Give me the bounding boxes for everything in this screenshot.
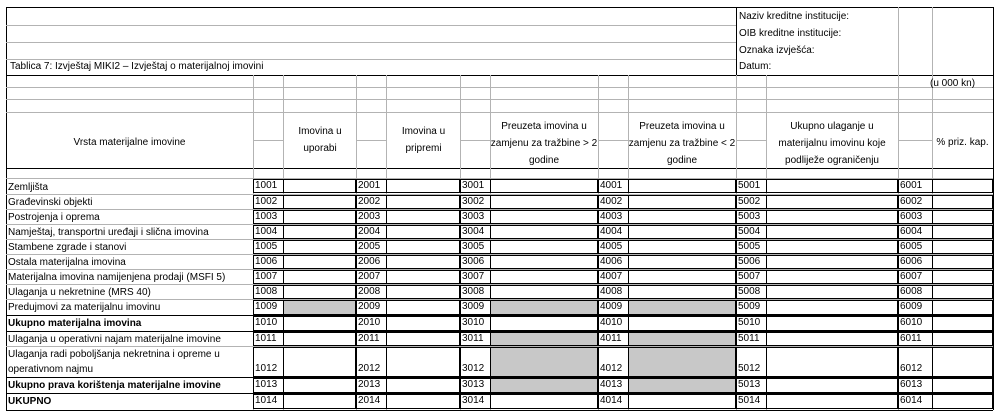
row-code: 1001 [255, 180, 278, 191]
row-code: 6011 [900, 333, 922, 344]
row-code: 3007 [462, 271, 485, 282]
row-code: 2008 [358, 286, 381, 297]
row-code: 5013 [738, 379, 761, 390]
row-code: 5006 [738, 256, 761, 267]
row-code: 5001 [738, 180, 761, 191]
row-code: 4001 [600, 180, 623, 191]
value-input-cell[interactable] [283, 378, 356, 393]
row-code: 2001 [358, 180, 381, 191]
row-code: 1014 [255, 395, 278, 406]
report-code-field: Oznaka izvješća: [739, 45, 815, 56]
row-code: 2012 [358, 363, 381, 374]
row-code: 6010 [900, 317, 923, 328]
value-input-cell[interactable] [386, 285, 460, 299]
value-input-cell[interactable] [283, 195, 356, 209]
row-label-total-right-of-use: Ukupno prava korištenja materijalne imovine [8, 380, 221, 391]
row-code: 2010 [358, 317, 381, 328]
row-code: 3001 [462, 180, 485, 191]
row-code: 4002 [600, 196, 623, 207]
row-code: 3008 [462, 286, 485, 297]
row-label-residential: Stambene zgrade i stanovi [8, 242, 127, 253]
row-code: 2005 [358, 241, 381, 252]
row-code: 2006 [358, 256, 381, 267]
row-code: 3006 [462, 256, 485, 267]
row-code: 2007 [358, 271, 381, 282]
row-code: 2013 [358, 379, 381, 390]
value-input-cell[interactable] [628, 316, 736, 331]
row-label-leasehold-improvements-1: Ulaganja radi poboljšanja nekretnina i opreme u [8, 349, 220, 360]
disabled-cell [490, 347, 598, 377]
row-label-plant-equipment: Postrojenja i oprema [8, 212, 100, 223]
row-code: 4010 [600, 317, 623, 328]
row-label-buildings: Građevinski objekti [8, 197, 93, 208]
value-input-cell[interactable] [283, 270, 356, 284]
value-input-cell[interactable] [932, 394, 993, 409]
value-input-cell[interactable] [283, 347, 356, 377]
value-input-cell[interactable] [932, 210, 993, 224]
value-input-cell[interactable] [766, 195, 898, 209]
row-label-investment-property: Ulaganja u nekretnine (MRS 40) [8, 287, 151, 298]
value-input-cell[interactable] [628, 394, 736, 409]
row-code: 5007 [738, 271, 761, 282]
col-header-in-preparation: Imovina u pripremi [401, 126, 446, 154]
row-code: 3002 [462, 196, 485, 207]
row-code: 6007 [900, 271, 923, 282]
value-input-cell[interactable] [283, 316, 356, 331]
value-input-cell[interactable] [628, 179, 736, 193]
value-input-cell[interactable] [386, 210, 460, 224]
row-code: 4013 [600, 379, 623, 390]
disabled-cell [490, 332, 598, 346]
value-input-cell[interactable] [490, 255, 598, 269]
col-header-total-restricted: Ukupno ulaganje u materijalnu imovinu koje podliježe ograničenju [778, 121, 886, 166]
row-code: 4003 [600, 211, 623, 222]
row-code: 4005 [600, 241, 623, 252]
row-code: 6006 [900, 256, 923, 267]
row-code: 6014 [900, 395, 923, 406]
row-code: 2009 [358, 301, 381, 312]
value-input-cell[interactable] [283, 179, 356, 193]
value-input-cell[interactable] [283, 210, 356, 224]
value-input-cell[interactable] [932, 378, 993, 393]
value-input-cell[interactable] [932, 300, 993, 315]
row-code: 3013 [462, 379, 485, 390]
value-input-cell[interactable] [386, 316, 460, 331]
col-header-acquired-under-2y: Preuzeta imovina u zamjenu za tražbine < 2 godine [628, 121, 736, 166]
row-code: 6009 [900, 301, 923, 312]
value-input-cell[interactable] [386, 378, 460, 393]
row-code: 5011 [738, 333, 760, 344]
row-code: 2011 [358, 333, 380, 344]
row-code: 6002 [900, 196, 923, 207]
row-code: 5010 [738, 317, 761, 328]
value-input-cell[interactable] [386, 255, 460, 269]
row-code: 2002 [358, 196, 381, 207]
row-code: 1006 [255, 256, 278, 267]
row-code: 6005 [900, 241, 923, 252]
value-input-cell[interactable] [386, 195, 460, 209]
row-code: 6004 [900, 226, 923, 237]
value-input-cell[interactable] [283, 225, 356, 239]
value-input-cell[interactable] [766, 270, 898, 284]
row-code: 1009 [255, 301, 278, 312]
row-code: 1005 [255, 241, 278, 252]
row-code: 4014 [600, 395, 623, 406]
row-code: 4008 [600, 286, 623, 297]
disabled-cell [628, 300, 736, 315]
value-input-cell[interactable] [628, 255, 736, 269]
unit-note: (u 000 kn) [930, 78, 976, 89]
disabled-cell [283, 300, 356, 315]
value-input-cell[interactable] [766, 240, 898, 254]
report-date-field: Datum: [739, 61, 772, 72]
row-code: 3014 [462, 395, 485, 406]
value-input-cell[interactable] [766, 316, 898, 331]
row-code: 6013 [900, 379, 923, 390]
disabled-cell [490, 300, 598, 315]
value-input-cell[interactable] [932, 179, 993, 193]
row-code: 6003 [900, 211, 923, 222]
row-code: 5014 [738, 395, 761, 406]
value-input-cell[interactable] [490, 285, 598, 299]
row-code: 3003 [462, 211, 485, 222]
value-input-cell[interactable] [766, 332, 898, 346]
value-input-cell[interactable] [490, 195, 598, 209]
row-code: 6012 [900, 363, 923, 374]
row-code: 1011 [255, 333, 277, 344]
disabled-cell [490, 378, 598, 393]
value-input-cell[interactable] [386, 347, 460, 377]
value-input-cell[interactable] [283, 332, 356, 346]
value-input-cell[interactable] [386, 225, 460, 239]
row-code: 3005 [462, 241, 485, 252]
row-code: 3012 [462, 363, 485, 374]
value-input-cell[interactable] [932, 240, 993, 254]
row-label-header: Vrsta materijalne imovine [73, 137, 186, 148]
row-label-total-tangible: Ukupno materijalna imovina [8, 318, 142, 329]
row-code: 1012 [255, 363, 278, 374]
value-input-cell[interactable] [766, 394, 898, 409]
row-label-furniture-transport: Namještaj, transportni uređaji i slična imovina [8, 227, 209, 238]
disabled-cell [628, 347, 736, 377]
row-code: 1013 [255, 379, 278, 390]
row-label-land: Zemljišta [8, 182, 49, 193]
value-input-cell[interactable] [932, 195, 993, 209]
institution-oib-field: OIB kreditne institucije: [739, 28, 842, 39]
value-input-cell[interactable] [490, 225, 598, 239]
value-input-cell[interactable] [766, 210, 898, 224]
value-input-cell[interactable] [283, 240, 356, 254]
value-input-cell[interactable] [490, 316, 598, 331]
col-header-acquired-over-2y: Preuzeta imovina u zamjenu za tražbine > 2 godine [490, 121, 598, 166]
row-code: 1010 [255, 317, 278, 328]
value-input-cell[interactable] [932, 316, 993, 331]
row-code: 3010 [462, 317, 485, 328]
value-input-cell[interactable] [386, 179, 460, 193]
value-input-cell[interactable] [386, 270, 460, 284]
value-input-cell[interactable] [490, 270, 598, 284]
row-code: 4012 [600, 363, 623, 374]
row-code: 1004 [255, 226, 278, 237]
row-code: 1002 [255, 196, 278, 207]
row-code: 5009 [738, 301, 761, 312]
value-input-cell[interactable] [386, 300, 460, 315]
row-code: 5004 [738, 226, 761, 237]
value-input-cell[interactable] [766, 285, 898, 299]
value-input-cell[interactable] [628, 270, 736, 284]
row-code: 4011 [600, 333, 622, 344]
institution-name-field: Naziv kreditne institucije: [739, 11, 850, 22]
value-input-cell[interactable] [490, 210, 598, 224]
row-label-other-tangible: Ostala materijalna imovina [8, 257, 126, 268]
value-input-cell[interactable] [766, 179, 898, 193]
value-input-cell[interactable] [628, 240, 736, 254]
value-input-cell[interactable] [386, 394, 460, 409]
value-input-cell[interactable] [283, 255, 356, 269]
value-input-cell[interactable] [932, 270, 993, 284]
disabled-cell [628, 378, 736, 393]
row-code: 3004 [462, 226, 485, 237]
table-title: Tablica 7: Izvještaj MIKI2 – Izvještaj o materijalnoj imovini [10, 61, 264, 72]
value-input-cell[interactable] [283, 394, 356, 409]
value-input-cell[interactable] [490, 240, 598, 254]
col-header-pct-capital: % priz. kap. [936, 137, 989, 148]
value-input-cell[interactable] [766, 300, 898, 315]
row-code: 2004 [358, 226, 381, 237]
disabled-cell [628, 332, 736, 346]
value-input-cell[interactable] [490, 394, 598, 409]
row-code: 4009 [600, 301, 623, 312]
row-code: 6008 [900, 286, 923, 297]
value-input-cell[interactable] [628, 225, 736, 239]
row-code: 6001 [900, 180, 923, 191]
row-code: 3011 [462, 333, 484, 344]
value-input-cell[interactable] [386, 240, 460, 254]
value-input-cell[interactable] [932, 255, 993, 269]
value-input-cell[interactable] [932, 225, 993, 239]
row-code: 2014 [358, 395, 381, 406]
value-input-cell[interactable] [490, 179, 598, 193]
row-label-grand-total: UKUPNO [8, 396, 52, 407]
value-input-cell[interactable] [628, 195, 736, 209]
row-code: 4006 [600, 256, 623, 267]
value-input-cell[interactable] [628, 210, 736, 224]
row-code: 2003 [358, 211, 381, 222]
value-input-cell[interactable] [932, 332, 993, 346]
row-code: 1007 [255, 271, 278, 282]
row-code: 1008 [255, 286, 278, 297]
value-input-cell[interactable] [386, 332, 460, 346]
row-label-leasehold-improvements-2: operativnom najmu [8, 364, 94, 375]
row-code: 4004 [600, 226, 623, 237]
row-code: 5005 [738, 241, 761, 252]
col-header-in-use: Imovina u uporabi [298, 126, 342, 154]
value-input-cell[interactable] [283, 285, 356, 299]
row-label-operating-lease: Ulaganja u operativni najam materijalne imovine [8, 334, 221, 345]
value-input-cell[interactable] [932, 347, 993, 377]
row-label-held-for-sale: Materijalna imovina namijenjena prodaji (MSFI 5) [8, 272, 226, 283]
value-input-cell[interactable] [628, 285, 736, 299]
row-code: 3009 [462, 301, 485, 312]
row-code: 5002 [738, 196, 761, 207]
row-code: 1003 [255, 211, 278, 222]
value-input-cell[interactable] [932, 285, 993, 299]
row-code: 4007 [600, 271, 623, 282]
row-code: 5012 [738, 363, 761, 374]
value-input-cell[interactable] [766, 225, 898, 239]
row-code: 5008 [738, 286, 761, 297]
value-input-cell[interactable] [766, 378, 898, 393]
value-input-cell[interactable] [766, 347, 898, 377]
value-input-cell[interactable] [766, 255, 898, 269]
row-label-advances: Predujmovi za materijalnu imovinu [8, 302, 161, 313]
row-code: 5003 [738, 211, 761, 222]
